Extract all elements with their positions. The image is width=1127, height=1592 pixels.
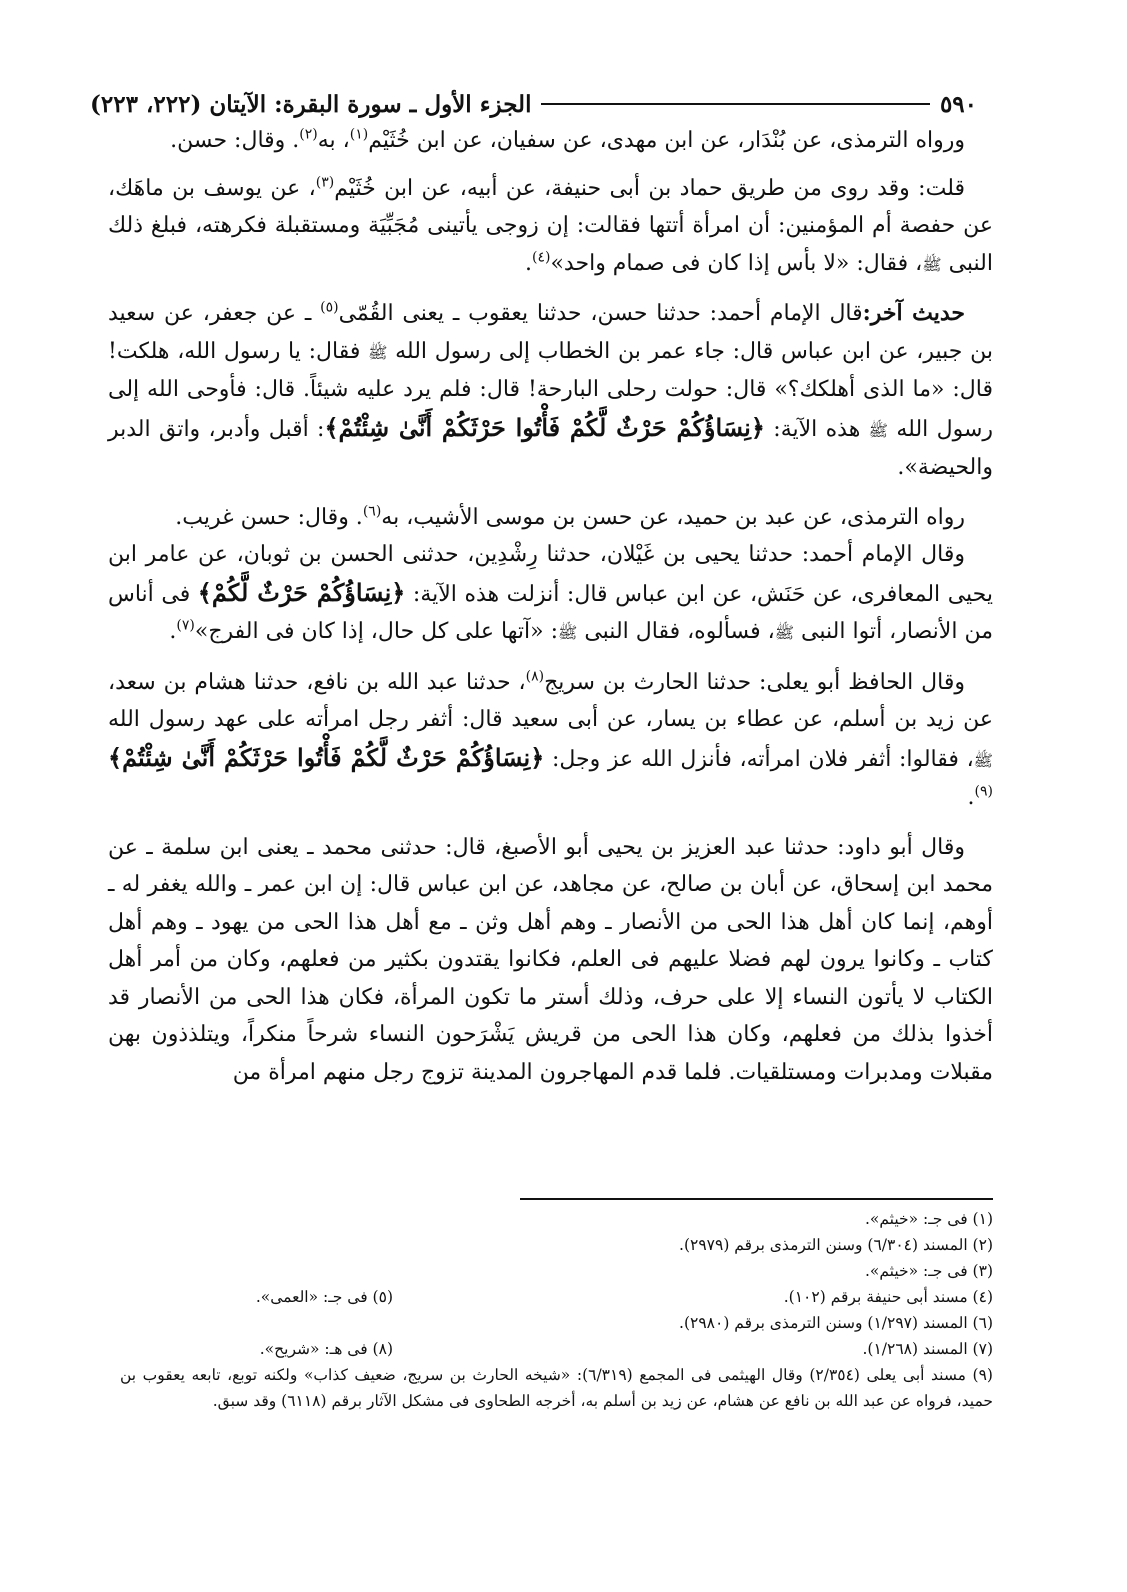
footnote-ref: (٦): [362, 503, 382, 520]
salutation-glyph: ﷺ: [973, 750, 993, 770]
section-heading: حديث آخر:: [862, 300, 965, 326]
footnote-row: [120, 1232, 993, 1258]
paragraph-1: ورواه الترمذى، عن بُنْدَار، عن ابن مهدى، عن سفيان، عن ابن خُثَيْم$^{(١)}$، به$^{(٢)}$. وقال: حسن.: [170, 126, 965, 153]
footnote-5: (٥) فى جـ: «العمى».: [255, 1288, 393, 1306]
quran-verse: ﴿نِسَاؤُكُمْ حَرْثٌ لَّكُمْ﴾: [197, 577, 406, 607]
paragraph-7: وقال أبو داود: حدثنا عبد العزيز بن يحيى أبو الأصبغ، قال: حدثنى محمد ـ يعنى ابن سلمة ـ عن محمد ابن إسحاق، عن أبان بن صالح، عن مجاهد، عن ابن عباس قال: إن ابن عمر ـ والله يغفر له ـ أوهم، إنما كان أهل هذا الحى من الأنصار ـ وهم أهل وثن ـ مع أهل هذا الحى من يهود ـ وهم أهل كتاب ـ وكانوا يرون لهم فضلا عليهم فى العلم، فكانوا يقتدون بكثير من فعلهم، وكان من أمر أهل الكتاب لا يأتون النساء إلا على حرف، وذلك أستر ما تكون المرأة، فكان هذا الحى من الأنصار قد أخذوا بذلك من فعلهم، وكان هذا الحى من قريش يَشْرَحون النساء شرحاً منكراً، ويتلذذون بهن مقبلات ومدبرات ومستلقيات. فلما قدم المهاجرون المدينة تزوج رجل منهم امرأة من: [108, 834, 994, 1085]
salutation-glyph: ﷺ: [922, 254, 942, 274]
main-text: [108, 122, 993, 1091]
footnote-ref: (٩): [974, 783, 993, 800]
footnote-6: (٦) المسند (١/٢٩٧) وسنن الترمذى برقم (٢٩٨٠).: [679, 1314, 993, 1332]
footnote-ref: (٧): [176, 617, 195, 634]
salutation-glyph: ﷺ: [368, 342, 388, 362]
footnote-8: (٨) فى هـ: «شريح».: [259, 1340, 393, 1358]
footnote-3: (٣) فى جـ: «خيثم».: [864, 1262, 993, 1280]
footnotes: [120, 1206, 993, 1414]
salutation-glyph: ﷺ: [868, 420, 888, 440]
paragraph-4: رواه الترمذى، عن عبد بن حميد، عن حسن بن موسى الأشيب، به$^{(٦)}$. وقال: حسن غريب.: [175, 503, 965, 530]
footnote-row: [120, 1336, 993, 1362]
footnote-row: [120, 1206, 993, 1232]
footnote-row: [120, 1284, 993, 1310]
paragraph-3: حديث آخر:قال الإمام أحمد: حدثنا حسن، حدثنا يعقوب ـ يعنى القُمّى$^{(٥)}$ ـ عن جعفر، عن سعيد بن جبير، عن ابن عباس قال: جاء عمر بن الخطاب إلى رسول الله ﷺ فقال: يا رسول الله، هلكت! قال: «ما الذى أهلكك؟» قال: حولت رحلى البارحة! قال: فلم يرد عليه شيئاً. قال: فأوحى الله إلى رسول الله ﷺ هذه الآية: ﴿نِسَاؤُكُمْ حَرْثٌ لَّكُمْ فَأْتُوا حَرْثَكُمْ أَنَّىٰ شِئْتُمْ﴾: أقبل وأدبر، واتق الدبر والحيضة».: [108, 299, 994, 480]
footnote-7: (٧) المسند (١/٢٦٨).: [862, 1340, 993, 1358]
paragraph-2: قلت: وقد روى من طريق حماد بن أبى حنيفة، عن أبيه، عن ابن خُثَيْم$^{(٣)}$، عن يوسف بن ماهَك، عن حفصة أم المؤمنين: أن امرأة أتتها فقالت: إن زوجى يأتينى مُجَبِّيَة ومستقبلة فكرهته، فبلغ ذلك النبى ﷺ، فقال: «لا بأس إذا كان فى صمام واحد»$^{(٤)}$.: [108, 174, 993, 276]
paragraph-5: وقال الإمام أحمد: حدثنا يحيى بن غَيْلان، حدثنا رِشْدِين، حدثنى الحسن بن ثوبان، عن عامر ابن يحيى المعافرى، عن حَنَش، عن ابن عباس قال: أنزلت هذه الآية: ﴿نِسَاؤُكُمْ حَرْثٌ لَّكُمْ﴾ فى أناس من الأنصار، أتوا النبى ﷺ، فسألوه، فقال النبى ﷺ: «آتها على كل حال، إذا كان فى الفرج»$^{(٧)}$.: [108, 542, 994, 644]
footnote-4: (٤) مسند أبى حنيفة برقم (١٠٢).: [783, 1288, 993, 1306]
salutation-glyph: ﷺ: [774, 623, 795, 642]
footnote-ref: (٤): [532, 249, 551, 266]
footnote-ref: (٨): [525, 668, 545, 685]
footnote-ref: (٢): [299, 126, 318, 143]
quran-verse: ﴿نِسَاؤُكُمْ حَرْثٌ لَّكُمْ فَأْتُوا حَرْثَكُمْ أَنَّىٰ شِئْتُمْ﴾: [324, 412, 765, 442]
footnote-ref: (١): [349, 126, 369, 143]
running-header: [90, 86, 977, 122]
footnote-2: (٢) المسند (٦/٣٠٤) وسنن الترمذى برقم (٢٩٧٩).: [679, 1236, 993, 1254]
header-rule: [541, 103, 929, 105]
salutation-glyph: ﷺ: [558, 623, 578, 642]
footnote-row: [120, 1310, 993, 1336]
footnote-separator: [520, 1198, 993, 1200]
footnote-ref: (٥): [320, 299, 339, 316]
footnote-9: (٩) مسند أبى يعلى (٢/٣٥٤) وقال الهيثمى فى المجمع (٦/٣١٩): «شيخه الحارث بن سريج، ضعيف كذاب» ولكنه توبع، تابعه يعقوب بن حميد، فرواه عن عبد الله بن نافع عن هشام، عن زيد بن أسلم به، أخرجه الطحاوى فى مشكل الآثار برقم (٦١١٨) وقد سبق.: [120, 1366, 993, 1410]
footnote-ref: (٣): [315, 174, 335, 191]
quran-verse: ﴿نِسَاؤُكُمْ حَرْثٌ لَّكُمْ فَأْتُوا حَرْثَكُمْ أَنَّىٰ شِئْتُمْ﴾: [108, 742, 545, 772]
header-title: الجزء الأول ـ سورة البقرة: الآيتان (٢٢٢، ٢٢٣): [90, 90, 532, 118]
footnote-1: (١) فى جـ: «خيثم».: [864, 1210, 993, 1228]
page-number: ٥٩٠: [939, 90, 977, 118]
paragraph-6: وقال الحافظ أبو يعلى: حدثنا الحارث بن سريج$^{(٨)}$، حدثنا عبد الله بن نافع، حدثنا هشام بن سعد، عن زيد بن أسلم، عن عطاء بن يسار، عن أبى سعيد قال: أثفر رجل امرأته على عهد رسول الله ﷺ، فقالوا: أثفر فلان امرأته، فأنزل الله عز وجل: ﴿نِسَاؤُكُمْ حَرْثٌ لَّكُمْ فَأْتُوا حَرْثَكُمْ أَنَّىٰ شِئْتُمْ﴾$^{(٩)}$.: [108, 668, 993, 810]
footnote-row: [120, 1258, 993, 1284]
